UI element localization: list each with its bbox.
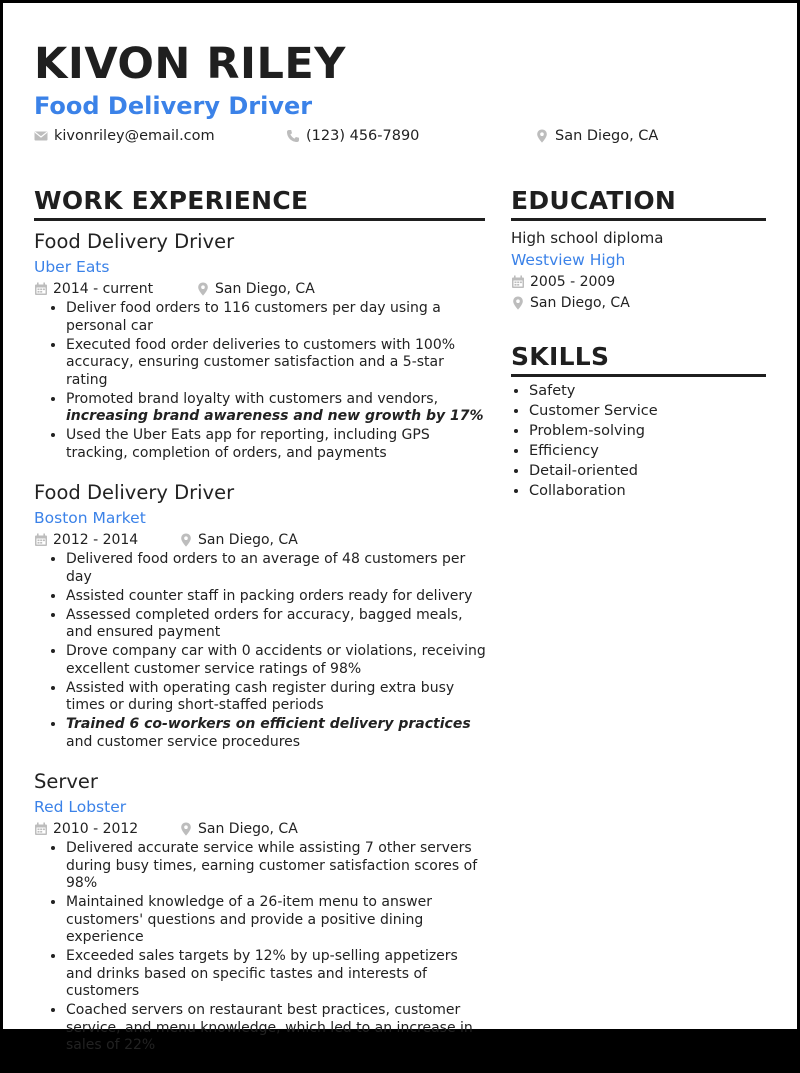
candidate-role: Food Delivery Driver <box>34 92 313 120</box>
job-location <box>179 532 298 548</box>
bullet-item: • Assisted counter staff in packing orders ready for delivery <box>66 588 486 606</box>
map-pin-icon <box>179 533 193 547</box>
job-bullets <box>34 300 486 462</box>
job-dates-text: 2014 - current <box>53 281 154 297</box>
company-name: Boston Market <box>34 509 146 527</box>
bullet-item: • Deliver food orders to 116 customers per day using a personal car <box>66 300 486 335</box>
job-entry <box>34 480 486 751</box>
education-dates <box>511 271 769 292</box>
education-location-text: San Diego, CA <box>530 294 630 311</box>
job-meta <box>34 278 486 300</box>
education-divider <box>511 218 766 221</box>
candidate-name: KIVON RILEY <box>34 39 346 89</box>
job-title: Food Delivery Driver <box>34 481 235 504</box>
calendar-icon <box>511 275 525 289</box>
skill-item: • Problem-solving <box>529 421 769 441</box>
bullet-item <box>66 391 486 426</box>
education-dates-text: 2005 - 2009 <box>530 273 616 290</box>
map-pin-icon <box>535 129 549 143</box>
skill-item: • Collaboration <box>529 481 769 501</box>
bullet-item: • Drove company car with 0 accidents or violations, receiving excellent customer service ratings of 98% <box>66 643 486 678</box>
job-location-text: San Diego, CA <box>198 532 298 548</box>
job-entry <box>34 229 486 462</box>
job-location <box>196 281 315 297</box>
job-meta <box>34 818 486 840</box>
calendar-icon <box>34 282 48 296</box>
job-bullets <box>34 840 486 1055</box>
skill-item: • Customer Service <box>529 401 769 421</box>
contact-phone <box>286 125 419 147</box>
map-pin-icon <box>179 822 193 836</box>
skills-heading: SKILLS <box>511 342 610 371</box>
skill-item: • Safety <box>529 381 769 401</box>
bullet-text: and customer service procedures <box>66 733 301 750</box>
job-dates <box>34 532 179 548</box>
degree: High school diploma <box>511 229 664 247</box>
calendar-icon <box>34 533 48 547</box>
bullet-item: • Assessed completed orders for accuracy, bagged meals, and ensured payment <box>66 607 486 642</box>
envelope-icon <box>34 129 48 143</box>
work-experience-heading: WORK EXPERIENCE <box>34 186 309 215</box>
bullet-item <box>66 716 486 751</box>
work-divider <box>34 218 485 221</box>
job-meta <box>34 529 486 551</box>
skills-divider <box>511 374 766 377</box>
bullet-highlight: Trained 6 co-workers on efficient delivery practices <box>66 716 471 732</box>
email-text: kivonriley@email.com <box>54 128 215 144</box>
company-name: Uber Eats <box>34 258 110 276</box>
bullet-item: • Used the Uber Eats app for reporting, including GPS tracking, completion of orders, and payments <box>66 427 486 462</box>
skills-list <box>511 381 769 501</box>
contact-location <box>535 125 658 147</box>
work-experience-section <box>34 229 486 1073</box>
bullet-item: • Delivered food orders to an average of 48 customers per day <box>66 551 486 586</box>
job-dates <box>34 281 196 297</box>
education-heading: EDUCATION <box>511 186 677 215</box>
resume-page <box>3 3 797 1053</box>
skill-item: • Detail-oriented <box>529 461 769 481</box>
contact-email <box>34 125 215 147</box>
job-location-text: San Diego, CA <box>198 821 298 837</box>
job-entry <box>34 769 486 1055</box>
bullet-item: • Coached servers on restaurant best practices, customer service, and menu knowledge, which led to an increase in sales of 22% <box>66 1002 486 1055</box>
job-bullets <box>34 551 486 751</box>
job-title: Server <box>34 770 98 793</box>
education-location <box>511 292 769 313</box>
location-text: San Diego, CA <box>555 128 659 144</box>
job-dates <box>34 821 179 837</box>
job-location <box>179 821 298 837</box>
phone-icon <box>286 129 300 143</box>
job-title: Food Delivery Driver <box>34 230 235 253</box>
map-pin-icon <box>196 282 210 296</box>
bullet-text: Promoted brand loyalty with customers and vendors, <box>66 390 439 407</box>
calendar-icon <box>34 822 48 836</box>
bullet-highlight: increasing brand awareness and new growth by 17% <box>66 408 484 424</box>
skills-section <box>511 381 769 501</box>
bullet-item: • Assisted with operating cash register during extra busy times or during short-staffed periods <box>66 680 486 715</box>
job-dates-text: 2010 - 2012 <box>53 821 139 837</box>
bullet-item: • Delivered accurate service while assisting 7 other servers during busy times, earning customer satisfaction scores of 98% <box>66 840 486 893</box>
job-location-text: San Diego, CA <box>215 281 315 297</box>
company-name: Red Lobster <box>34 798 127 816</box>
education-section <box>511 227 769 313</box>
skill-item: • Efficiency <box>529 441 769 461</box>
bullet-item: • Executed food order deliveries to customers with 100% accuracy, ensuring customer satisfaction and a 5-star rating <box>66 337 486 390</box>
bullet-item: • Exceeded sales targets by 12% by up-selling appetizers and drinks based on specific tastes and interests of customers <box>66 948 486 1001</box>
bullet-item: • Maintained knowledge of a 26-item menu to answer customers' questions and provide a positive dining experience <box>66 894 486 947</box>
job-dates-text: 2012 - 2014 <box>53 532 139 548</box>
phone-text: (123) 456-7890 <box>306 128 420 144</box>
map-pin-icon <box>511 296 525 310</box>
school-name: Westview High <box>511 251 626 269</box>
